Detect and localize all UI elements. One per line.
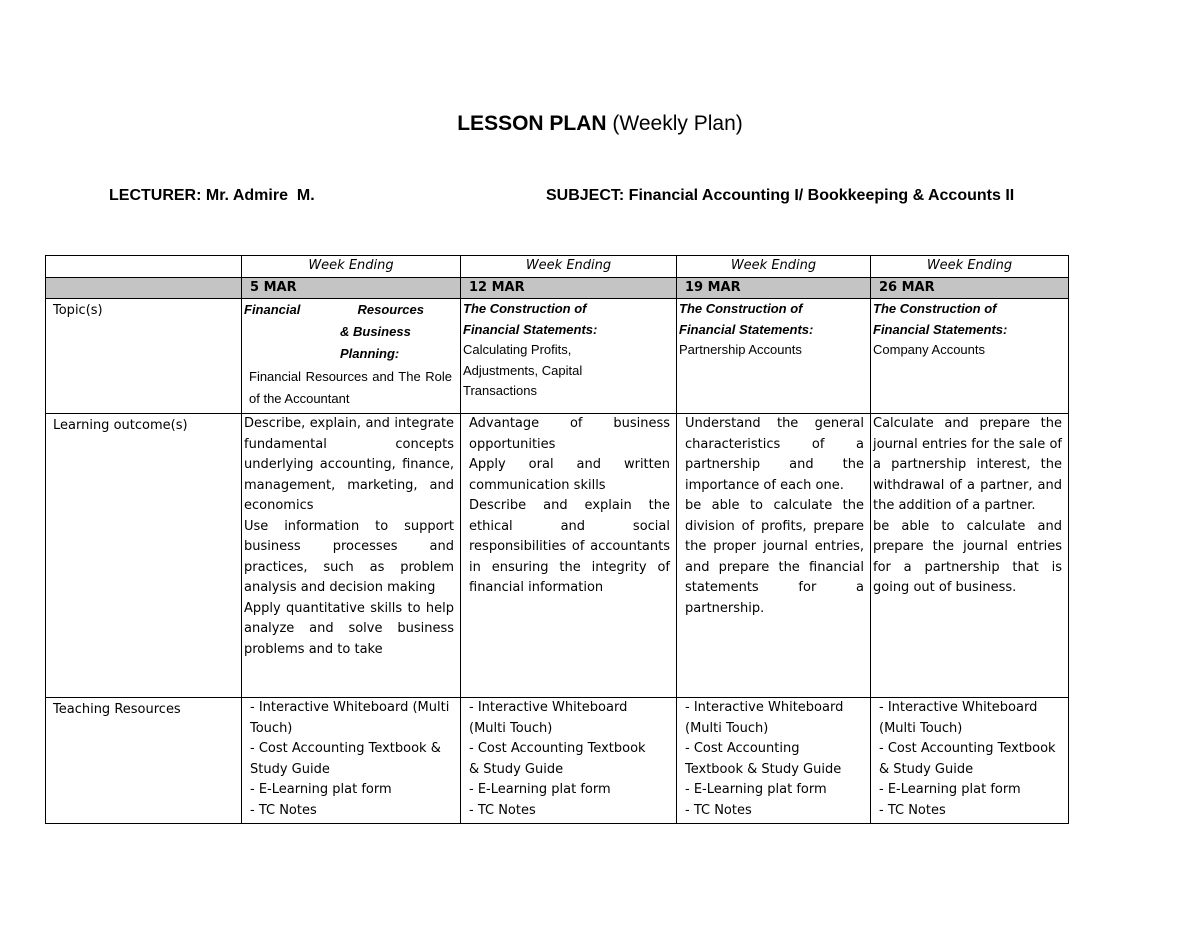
lecturer-label: LECTURER: Mr. Admire M. [109, 187, 315, 204]
date-row [46, 277, 1069, 299]
subject-label: SUBJECT: Financial Accounting I/ Bookkeeping & Accounts II [546, 187, 1015, 204]
resource-item: - E-Learning plat form [469, 782, 611, 797]
topic-heading-part: Financial [244, 302, 301, 317]
outcome-item: Apply quantitative skills to help analyze and solve business problems and to take [244, 600, 454, 657]
page-title [0, 112, 1200, 136]
date-cell: 26 MAR [871, 277, 1069, 299]
outcome-item: Apply oral and written communication skills [469, 457, 670, 493]
row-label-outcomes: Learning outcome(s) [46, 414, 242, 698]
outcome-item: Calculate and prepare the journal entries for the sale of a partnership interest, the withdrawal of a partner, and the addition of a partner. [873, 416, 1062, 513]
resource-item: - E-Learning plat form [879, 782, 1021, 797]
topics-row [46, 299, 1069, 414]
week-ending-row [46, 256, 1069, 278]
outcome-item: be able to calculate and prepare the journal entries for a partnership that is going out of business. [873, 518, 1062, 595]
outcome-item: Describe, explain, and integrate fundamental concepts underlying accounting, finance, management, marketing, and economics [244, 416, 454, 513]
resource-cell [242, 698, 461, 824]
row-label-topics: Topic(s) [46, 299, 242, 414]
resource-item: - Cost Accounting Textbook & Study Guide [879, 741, 1056, 777]
topic-heading-part: Resources [357, 302, 424, 317]
outcome-item: Advantage of business opportunities [469, 416, 670, 452]
topic-body: Financial Resources and The Role of the Accountant [249, 368, 452, 406]
title-bold: LESSON PLAN [457, 112, 607, 135]
outcome-item: Use information to support business processes and practices, such as problem analysis and decision making [244, 518, 454, 595]
resource-item: - Interactive Whiteboard (Multi Touch) [685, 700, 844, 736]
date-empty-cell [46, 277, 242, 299]
outcome-item: be able to calculate the division of profits, prepare the proper journal entries, and prepare the financial statements for a partnership. [685, 498, 864, 616]
date-cell: 12 MAR [461, 277, 677, 299]
topic-body: Calculating Profits, Adjustments, Capital Transactions [463, 342, 583, 398]
title-subtitle: (Weekly Plan) [606, 112, 743, 135]
topic-cell [242, 299, 461, 414]
topic-heading: The Construction of Financial Statements: [679, 301, 814, 337]
outcome-cell [242, 414, 461, 698]
date-cell: 19 MAR [677, 277, 871, 299]
resource-item: - E-Learning plat form [250, 782, 392, 797]
resource-item: - E-Learning plat form [685, 782, 827, 797]
topic-heading: The Construction of Financial Statements: [873, 301, 1008, 337]
learning-outcomes-row [46, 414, 1069, 698]
resource-item: - Cost Accounting Textbook & Study Guide [685, 741, 842, 777]
resource-item: - Interactive Whiteboard (Multi Touch) [879, 700, 1038, 736]
week-ending-label: Week Ending [871, 256, 1069, 278]
date-cell: 5 MAR [242, 277, 461, 299]
topic-body: Company Accounts [873, 342, 986, 357]
resource-item: - Interactive Whiteboard (Multi Touch) [250, 700, 450, 736]
topic-cell [461, 299, 677, 414]
outcome-item: Describe and explain the ethical and social responsibilities of accountants in ensuring the integrity of financial information [469, 498, 670, 595]
topic-heading [244, 300, 424, 321]
teaching-resources-row [46, 698, 1069, 824]
week-ending-label: Week Ending [461, 256, 677, 278]
resource-item: - TC Notes [469, 802, 536, 818]
resource-item: - Cost Accounting Textbook & Study Guide [250, 741, 441, 777]
resource-cell [871, 698, 1069, 824]
lesson-plan-table [45, 255, 1069, 824]
resource-item: - Interactive Whiteboard (Multi Touch) [469, 700, 628, 736]
resource-cell [677, 698, 871, 824]
resource-item: - TC Notes [685, 802, 752, 818]
topic-cell [677, 299, 871, 414]
outcome-cell [677, 414, 871, 698]
outcome-cell [871, 414, 1069, 698]
row-label-resources: Teaching Resources [46, 698, 242, 824]
outcome-cell [461, 414, 677, 698]
week-ending-label: Week Ending [242, 256, 461, 278]
outcome-item: Understand the general characteristics of a partnership and the importance of each one. [685, 416, 864, 493]
topic-heading-part: & Business [340, 323, 411, 339]
resource-item: - TC Notes [250, 802, 317, 818]
resource-item: - Cost Accounting Textbook & Study Guide [469, 741, 646, 777]
topic-heading-part: Planning: [340, 345, 400, 361]
resource-item: - TC Notes [879, 802, 946, 818]
topic-body: Partnership Accounts [679, 342, 802, 357]
resource-cell [461, 698, 677, 824]
header-empty-cell [46, 256, 242, 278]
topic-cell [871, 299, 1069, 414]
week-ending-label: Week Ending [677, 256, 871, 278]
topic-heading: The Construction of Financial Statements: [463, 301, 598, 337]
